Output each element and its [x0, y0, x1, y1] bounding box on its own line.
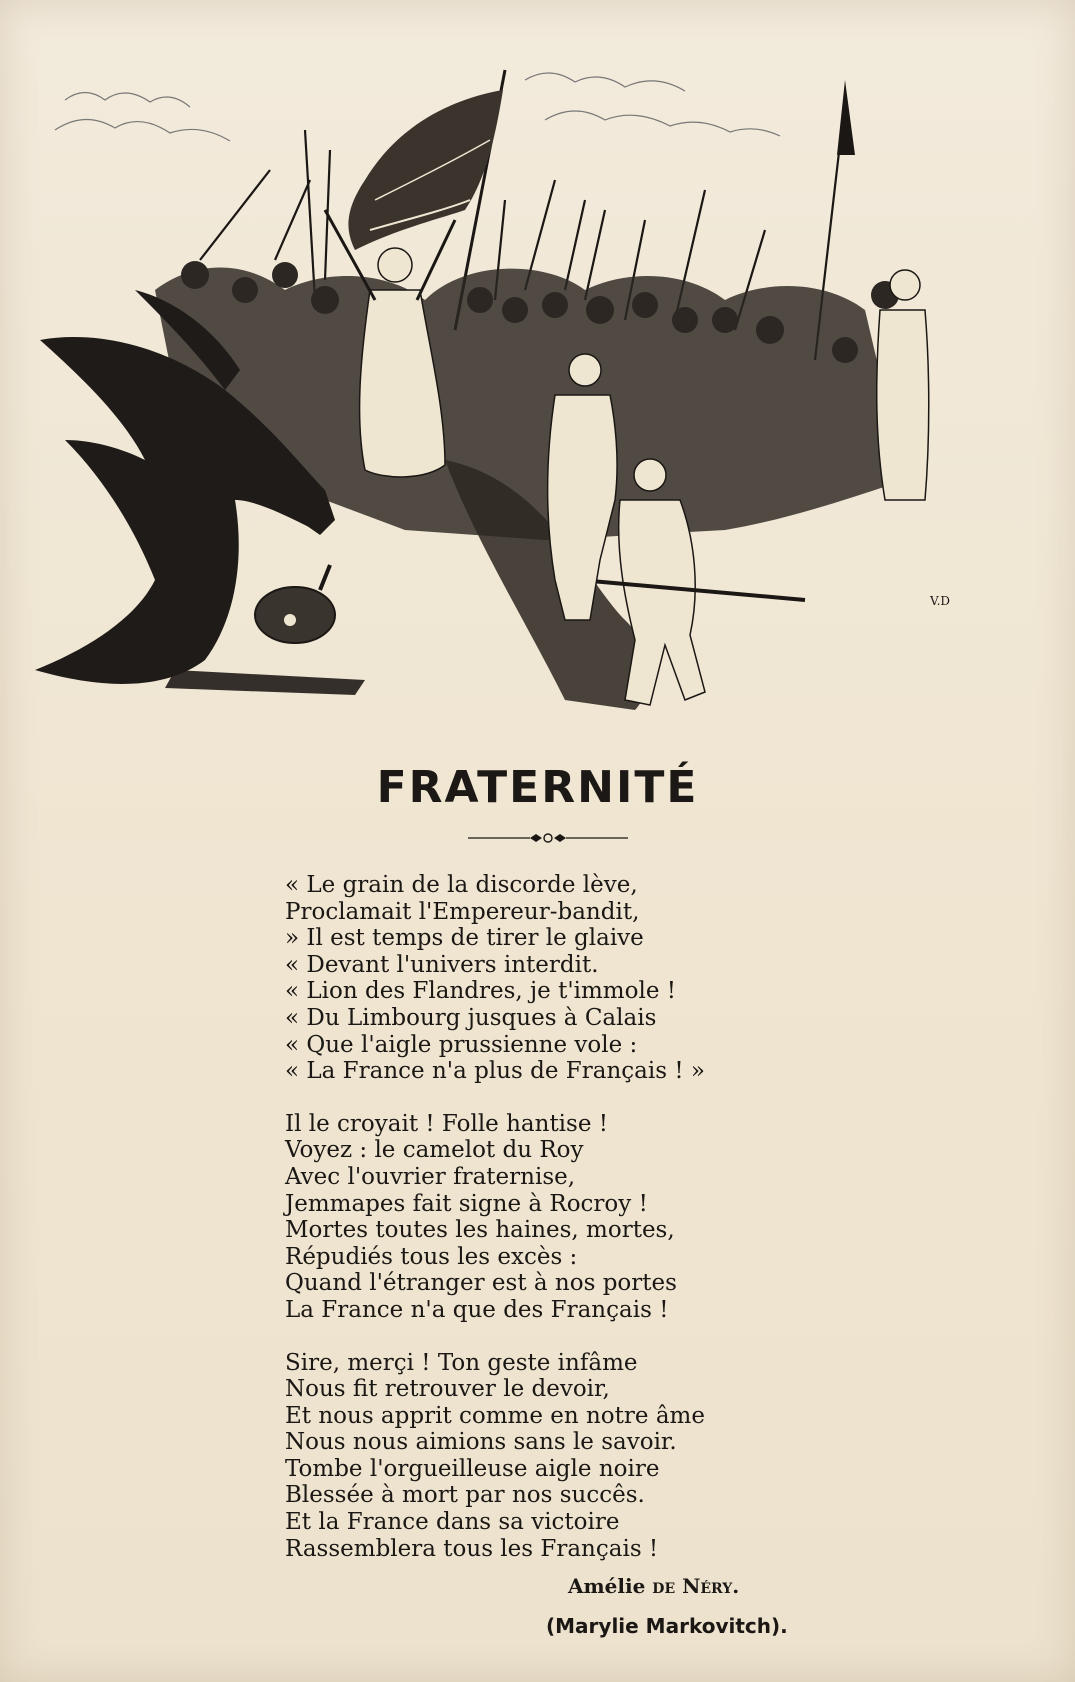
author-first-name: Amélie [568, 1574, 646, 1598]
poem-line: « La France n'a plus de Français ! » [285, 1058, 705, 1085]
poem-line: » Il est temps de tirer le glaive [285, 925, 644, 952]
poem-line: « Le grain de la discorde lève, [285, 872, 638, 898]
poem-line: Tombe l'orgueilleuse aigle noire [285, 1455, 660, 1482]
poem-line: Répudiés tous les excès : [285, 1243, 578, 1270]
title-ornament [468, 830, 628, 846]
poem-line: Nous nous aimions sans le savoir. [285, 1429, 677, 1456]
poem-line: Il le croyait ! Folle hantise ! [285, 1110, 609, 1137]
poem-line: Mortes toutes les haines, mortes, [285, 1217, 675, 1244]
poem-line: Et la France dans sa victoire [285, 1509, 620, 1536]
poem-title: FRATERNITÉ [376, 762, 699, 813]
poem-line: Et nous apprit comme en notre âme [285, 1402, 705, 1429]
illustration-marching-crowd-eagle [25, 60, 985, 750]
poem-line: Voyez : le camelot du Roy [285, 1137, 584, 1164]
pickelhaube-helmet [255, 565, 335, 643]
poem-line: « Devant l'univers interdit. [285, 951, 599, 978]
author-surname: de Néry. [652, 1574, 740, 1598]
engraving-svg [25, 60, 985, 750]
poem-line: « Lion des Flandres, je t'immole ! [285, 978, 676, 1005]
halberd-blade [837, 80, 855, 155]
poem-line: Sire, merçi ! Ton geste infâme [285, 1349, 638, 1376]
author-pseudonym: (Marylie Markovitch). [546, 1614, 788, 1638]
poem-body [285, 872, 705, 1588]
poem-line: Blessée à mort par nos succês. [285, 1482, 645, 1509]
poem-line: Proclamait l'Empereur-bandit, [285, 898, 640, 925]
poem-line: « Du Limbourg jusques à Calais [285, 1004, 657, 1031]
poem-line: Jemmapes fait signe à Rocroy ! [285, 1190, 648, 1217]
stanza-1 [285, 872, 705, 1085]
poem-line: Rassemblera tous les Français ! [285, 1535, 659, 1562]
author-signature [568, 1574, 739, 1598]
poem-line: « Que l'aigle prussienne vole : [285, 1031, 638, 1058]
poem-line: La France n'a que des Français ! [285, 1296, 669, 1323]
poem-line: Avec l'ouvrier fraternise, [285, 1163, 576, 1190]
poem-line: Quand l'étranger est à nos portes [285, 1270, 677, 1297]
poem-line: Nous fit retrouver le devoir, [285, 1376, 610, 1403]
artist-monogram: V.D [930, 594, 951, 608]
stanza-2 [285, 1111, 705, 1324]
stanza-3 [285, 1350, 705, 1563]
